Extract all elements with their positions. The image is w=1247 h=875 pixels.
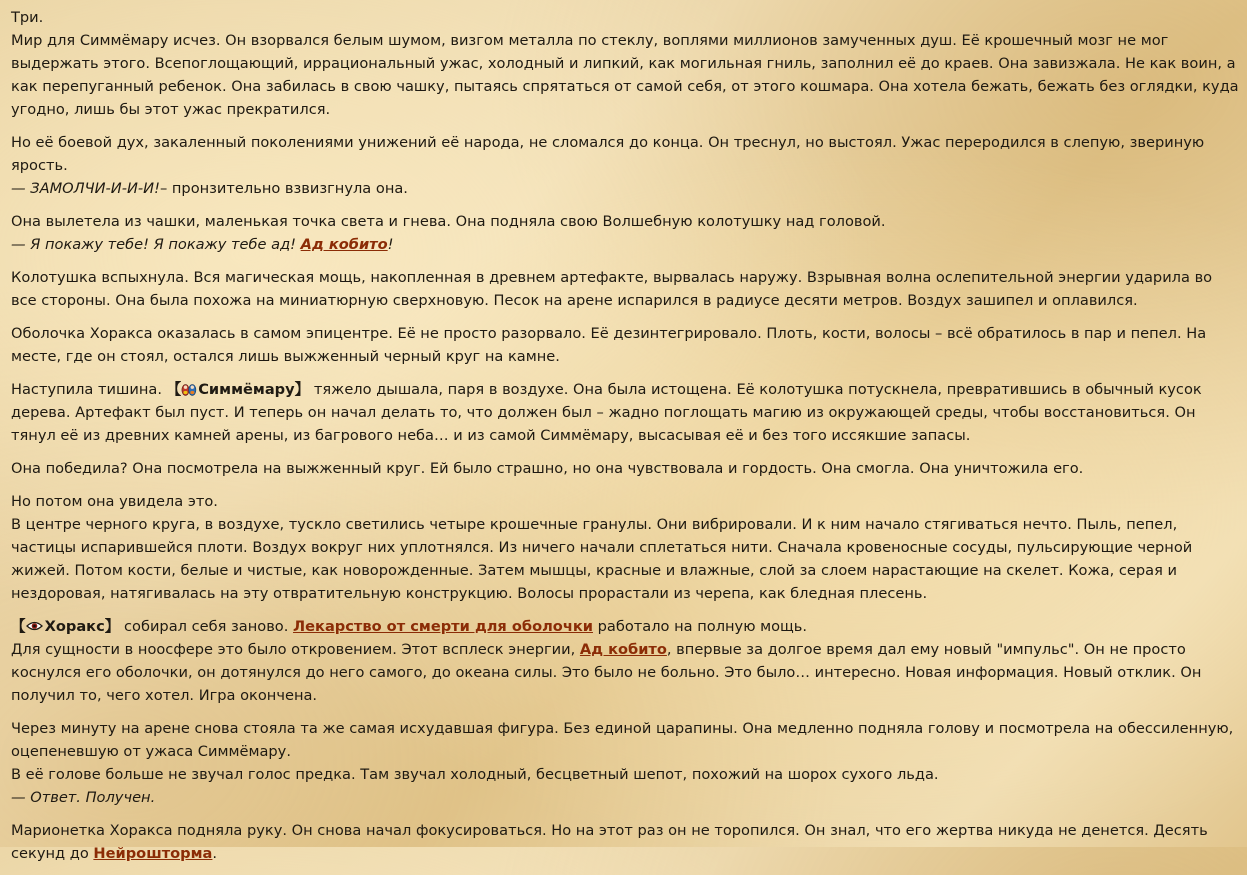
paragraph-10-line-3: — Ответ. Получен.	[11, 789, 156, 806]
paragraph-4: Колотушка вспыхнула. Вся магическая мощь, накопленная в древнем артефакте, вырвалась наружу. Взрывная волна ослепительной энергии ударила во все стороны. Она была похожа на миниатюрную сверхновую. Песок на арене испарился в радиусе десяти метров. Воздух зашипел и оплавился.	[11, 269, 1213, 309]
paragraph-10	[11, 717, 1239, 809]
quote-end: !	[387, 236, 394, 253]
matryoshka-icon	[181, 381, 197, 396]
paragraph-8	[11, 490, 1239, 605]
paragraph-3-line-2	[11, 233, 1239, 256]
ad-kobito-link-2[interactable]: Ад кобито	[579, 641, 667, 658]
tag-close-bracket: 】	[104, 618, 120, 635]
paragraph-1-line-2: Мир для Симмёмару исчез. Он взорвался белым шумом, визгом металла по стеклу, воплями миллионов замученных душ. Её крошечный мозг не мог выдержать этого. Всепоглощающий, иррациональный ужас, холодный и липкий, как могильная гниль, заполнил её до краев. Она завизжала. Не как воин, а как перепуганный ребенок. Она забилась в свою чашку, пытаясь спрятаться от самой себя, от этого кошмара. Она хотела бежать, бежать без оглядки, куда угодно, лишь бы этот ужас прекратился.	[11, 32, 1239, 118]
paragraph-9-line-1	[11, 615, 1239, 638]
paragraph-1	[11, 6, 1239, 121]
paragraph-3	[11, 210, 1239, 256]
paragraph-5: Оболочка Хоракса оказалась в самом эпицентре. Её не просто разорвало. Её дезинтегрировало. Плоть, кости, волосы – всё обратилось в пар и пепел. На месте, где он стоял, остался лишь выжженный черный круг на камне.	[11, 325, 1207, 365]
paragraph-11-text-b: .	[212, 845, 218, 862]
paragraph-2	[11, 131, 1239, 200]
paragraph-2-line-1: Но её боевой дух, закаленный поколениями унижений её народа, не сломался до конца. Он треснул, но выстоял. Ужас переродился в слепую, звериную ярость.	[11, 134, 1205, 174]
character-tag-simmemaru[interactable]	[167, 381, 310, 398]
paragraph-9-line-2-a: Для сущности в ноосфере это было откровением. Этот всплеск энергии,	[11, 641, 580, 658]
paragraph-9-line-2-b: , впервые за долгое время дал ему новый "импульс". Он не просто коснулся его оболочки, он дотянулся до него самого, до океана силы. Это было не больно. Это было… интересно. Новая информация. Новый отклик. Он получил то, чего хотел. Игра окончена.	[11, 641, 1202, 704]
tag-open-bracket: 【	[166, 381, 182, 398]
paragraph-9-line-2	[11, 638, 1239, 707]
paragraph-9	[11, 615, 1239, 707]
character-tag-horaks[interactable]	[11, 618, 119, 635]
paragraph-11-text-a: Марионетка Хоракса подняла руку. Он снова начал фокусироваться. Но на этот раз он не торопился. Он знал, что его жертва никуда не денется. Десять секунд до	[11, 822, 1208, 862]
tag-name-horaks: Хоракс	[44, 618, 105, 635]
paragraph-8-line-1: Но потом она увидела это.	[11, 493, 218, 510]
paragraph-9-text-b: работало на полную мощь.	[592, 618, 808, 635]
eye-icon	[26, 620, 43, 632]
quote-start: — Я покажу тебе! Я покажу тебе ад!	[11, 236, 301, 253]
paragraph-3-line-1: Она вылетела из чашки, маленькая точка света и гнева. Она подняла свою Волшебную колотушку над головой.	[11, 213, 886, 230]
shout-quote: — ЗАМОЛЧИ-И-И-И!	[11, 180, 160, 197]
paragraph-10-line-2: В её голове больше не звучал голос предка. Там звучал холодный, бесцветный шепот, похожий на шорох сухого льда.	[11, 766, 939, 783]
paragraph-6	[11, 378, 1239, 447]
paragraph-1-line-1: Три.	[11, 9, 44, 26]
paragraph-10-line-1: Через минуту на арене снова стояла та же самая исхудавшая фигура. Без единой царапины. Она медленно подняла голову и посмотрела на обессиленную, оцепеневшую от ужаса Симмёмару.	[11, 720, 1234, 760]
paragraph-6-rest: тяжело дышала, паря в воздухе. Она была истощена. Её колотушка потускнела, превратившись в обычный кусок дерева. Артефакт был пуст. И теперь он начал делать то, что должен был – жадно поглощать магию из окружающей среды, чтобы восстановиться. Он тянул её из древних камней арены, из багрового неба… и из самой Симмёмару, высасывая её и без того иссякшие запасы.	[11, 381, 1202, 444]
story-text	[11, 6, 1239, 875]
paragraph-7: Она победила? Она посмотрела на выжженный круг. Ей было страшно, но она чувствовала и гордость. Она смогла. Она уничтожила его.	[11, 460, 1084, 477]
neurostorm-link[interactable]: Нейрошторма	[93, 845, 213, 862]
paragraph-11	[11, 819, 1239, 865]
paragraph-6-start: Наступила тишина.	[11, 381, 167, 398]
tag-name-simmemaru: Симмёмару	[198, 381, 295, 398]
paragraph-2-line-2	[11, 177, 1239, 200]
tag-open-bracket: 【	[11, 618, 26, 635]
paragraph-9-text-a: собирал себя заново.	[119, 618, 294, 635]
tag-close-bracket: 】	[294, 381, 310, 398]
paragraph-8-line-2: В центре черного круга, в воздухе, тускло светились четыре крошечные гранулы. Они вибрировали. И к ним начало стягиваться нечто. Пыль, пепел, частицы испарившейся плоти. Воздух вокруг них уплотнялся. Из ничего начали сплетаться нити. Сначала кровеносные сосуды, пульсирующие черной жижей. Потом кости, белые и чистые, как новорожденные. Затем мышцы, красные и влажные, слой за слоем нарастающие на скелет. Кожа, серая и нездоровая, натягивалась на эту отвратительную конструкцию. Волосы прорастали из черепа, как бледная плесень.	[11, 516, 1193, 602]
death-cure-link[interactable]: Лекарство от смерти для оболочки	[293, 618, 593, 635]
shout-attribution: – пронзительно взвизгнула она.	[159, 180, 408, 197]
ad-kobito-link[interactable]: Ад кобито	[300, 236, 388, 253]
